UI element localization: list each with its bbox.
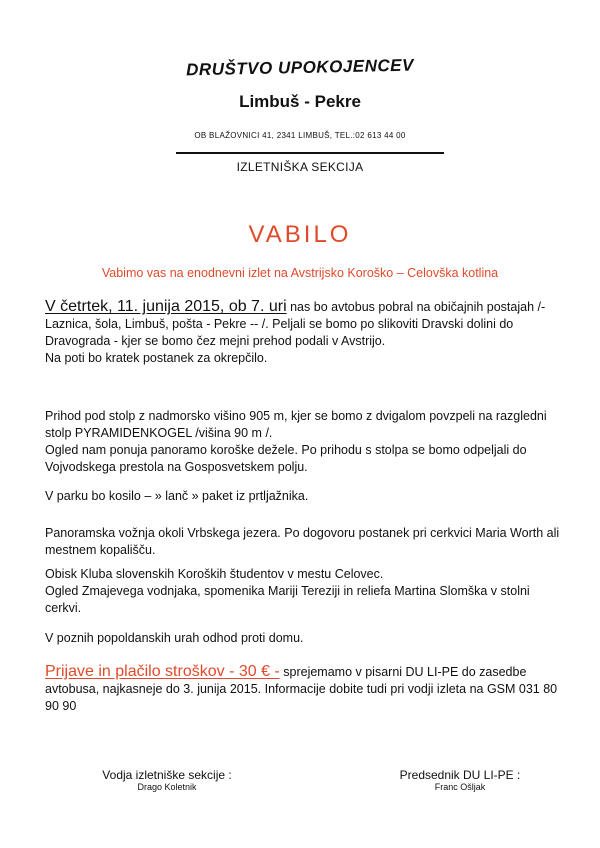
- paragraph-return: V poznih popoldanskih urah odhod proti domu.: [45, 631, 304, 645]
- paragraph-lunch: V parku bo kosilo – » lanč » paket iz prtljažnika.: [45, 489, 309, 503]
- paragraph-tower: [45, 408, 565, 476]
- signature-right-name: Franc Ošljak: [434, 782, 486, 792]
- paragraph-departure: [45, 298, 565, 367]
- page-title: VABILO: [248, 221, 352, 248]
- signature-right: [360, 768, 560, 792]
- signature-left-name: Drago Koletnik: [137, 782, 197, 792]
- departure-stop-note: Na poti bo kratek postanek za okrepčilo.: [45, 351, 268, 365]
- departure-details: nas bo avtobus pobral na običajnih postajah /- Laznica, šola, Limbuš, pošta - Pekre -- /. Peljali se bomo po slikoviti Dravski dolini do Dravograda - kjer se bomo čez mejni prehod podali v Avstrijo.: [45, 300, 546, 348]
- invitation-subtitle: Vabimo vas na enodnevni izlet na Avstrijsko Koroško – Celovška kotlina: [101, 266, 499, 280]
- student-club-visit: Obisk Kluba slovenskih Koroških študentov v mestu Celovec.: [45, 567, 384, 581]
- dragon-fountain-visit: Ogled Zmajevega vodnjaka, spomenika Mariji Tereziji in reliefa Martina Slomška v stolni cerkvi.: [45, 584, 530, 615]
- signature-right-role: Predsednik DU LI-PE :: [399, 768, 521, 782]
- signature-left: [62, 768, 272, 792]
- paragraph-klagenfurt: [45, 566, 565, 617]
- registration-details: sprejemamo v pisarni DU LI-PE do zasedbe avtobusa, najkasneje do 3. junija 2015. Informacije dobite tudi pri vodji izleta na GSM 031 80 90 90: [45, 665, 558, 713]
- tower-arrival: Prihod pod stolp z nadmorsko višino 905 m, kjer se bomo z dvigalom povzpeli na razgledni stolp PYRAMIDENKOGEL /višina 90 m /.: [45, 409, 547, 440]
- departure-date-lead: V četrtek, 11. junija 2015, ob 7. uri: [45, 298, 287, 315]
- header-divider: [176, 152, 444, 154]
- organization-name: DRUŠTVO UPOKOJENCEV: [185, 55, 415, 80]
- tower-view: Ogled nam ponuja panoramo koroške dežele. Po prihodu s stolpa se bomo odpeljali do Vojvodskega prestola na Gosposvetskem polju.: [45, 443, 527, 474]
- signature-left-role: Vodja izletniške sekcije :: [102, 768, 232, 782]
- paragraph-registration: [45, 663, 565, 715]
- paragraph-lake-drive: Panoramska vožnja okoli Vrbskega jezera. Po dogovoru postanek pri cerkvici Maria Worth ali mestnem kopališču.: [45, 526, 560, 557]
- section-name: IZLETNIŠKA SEKCIJA: [236, 160, 364, 174]
- registration-price-lead: Prijave in plačilo stroškov - 30 € -: [45, 663, 280, 680]
- organization-place: Limbuš - Pekre: [239, 92, 361, 111]
- organization-address: OB BLAŽOVNICI 41, 2341 LIMBUŠ, TEL.:02 613 44 00: [194, 131, 406, 140]
